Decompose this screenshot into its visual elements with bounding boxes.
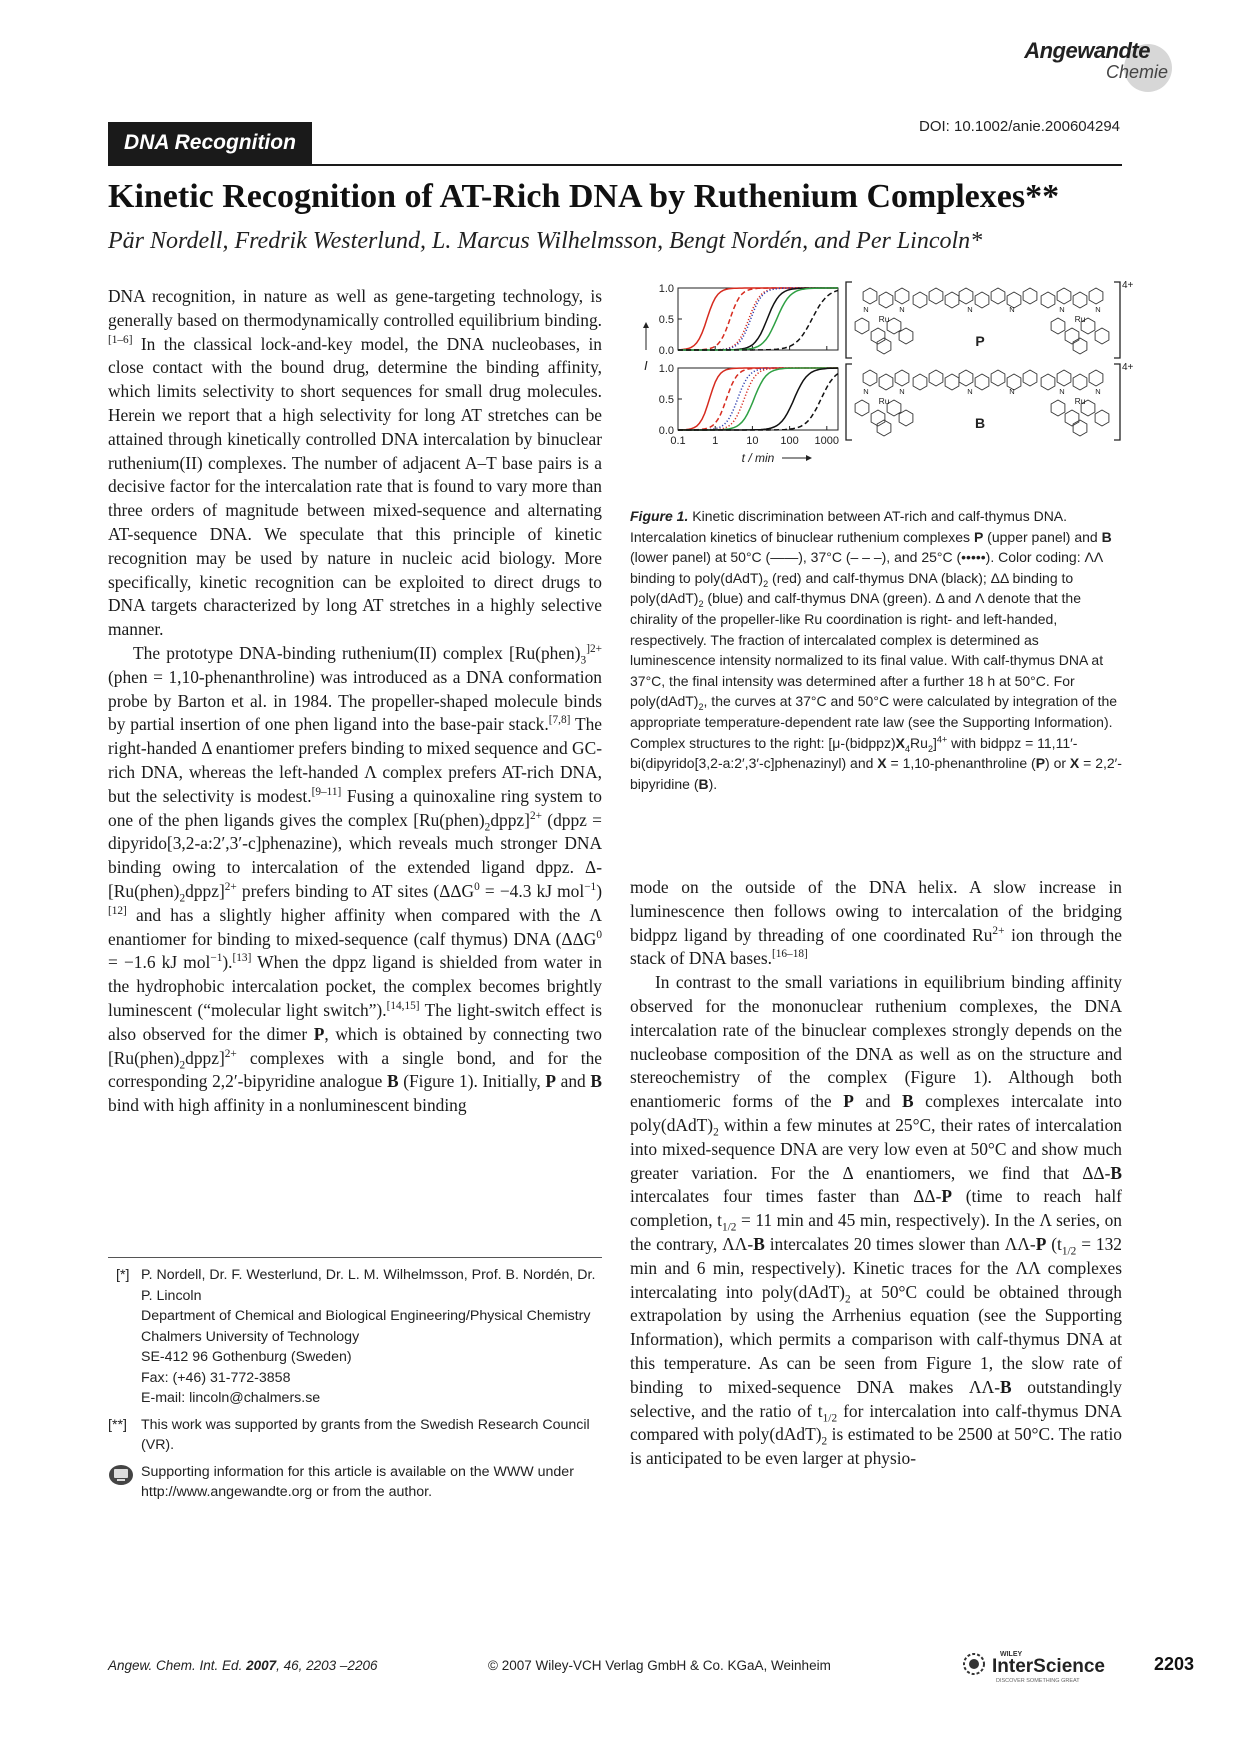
text: dppz]	[185, 880, 225, 901]
ring	[975, 292, 989, 308]
journal-subname: Chemie	[1105, 62, 1168, 82]
superscript: 0	[474, 881, 480, 894]
ring	[1073, 374, 1087, 390]
text: at 50°C could be obtained through extrapolation by using the Arrhenius equation (see the Supporting Information), which permits a comparison with calf-thymus DNA at this temperature. As can be seen from Figure 1, the slow rate of binding to mixed-sequence DNA makes ΛΛ-	[630, 1281, 1122, 1397]
series-line	[678, 288, 838, 350]
author-list: Pär Nordell, Fredrik Westerlund, L. Marcus Wilhelmsson, Bengt Nordén, and Per Lincoln*	[108, 228, 983, 254]
article-title: Kinetic Recognition of AT-Rich DNA by Ruthenium Complexes**	[108, 178, 1060, 215]
footnote-rule	[108, 1257, 602, 1258]
compound-label: B	[1101, 528, 1112, 545]
publisher-swirl-icon	[964, 1654, 984, 1674]
charge-label: 4+	[1122, 280, 1134, 291]
text: = 1,10-phenanthroline (	[886, 755, 1036, 772]
citation-footer	[108, 1658, 377, 1673]
copyright: © 2007 Wiley-VCH Verlag GmbH & Co. KGaA, Weinheim	[488, 1658, 831, 1673]
series-line	[678, 368, 838, 430]
ring	[991, 370, 1005, 386]
series-line	[678, 288, 838, 350]
subscript: 2	[484, 821, 491, 833]
superscript: 2+	[992, 924, 1005, 937]
bracket-left	[846, 364, 852, 440]
x-tick-label: 100	[780, 435, 799, 447]
text: and	[556, 1071, 591, 1092]
ring	[1023, 288, 1037, 304]
compound-label: X	[895, 734, 905, 751]
ru-atom-label: Ru	[878, 396, 890, 406]
series-line	[678, 368, 838, 430]
compound-label: P	[843, 1091, 854, 1112]
text: intercalates 20 times slower than ΛΛ-	[764, 1233, 1036, 1254]
ring	[863, 370, 877, 386]
journal-logo	[1022, 34, 1172, 86]
text: (t	[1046, 1233, 1062, 1254]
ru-atom-label: Ru	[1074, 396, 1086, 406]
citation[interactable]: [7,8]	[548, 714, 571, 727]
y-tick-label: 1.0	[658, 283, 674, 295]
text: ion through the stack of DNA bases.	[630, 924, 1122, 969]
text: (blue) and calf-thymus DNA (green). Δ and Λ denote that the chirality of the propeller-like Ru coordination is right- and left-handed, respectively. The fraction of intercalated complex is determined as luminescence intensity normalized to its final value. With calf-thymus DNA at 37°C, the final intensity was determined after a further 18 h at 50°C. For poly(dAdT)	[630, 590, 1104, 710]
footnotes	[108, 1265, 602, 1509]
text: , which is obtained by connecting two [Ru(phen)	[108, 1023, 602, 1068]
text: = −1.6 kJ mol	[108, 952, 211, 973]
x-tick-label: 1000	[814, 435, 840, 447]
series-line	[678, 368, 838, 430]
compound-label: B	[386, 1071, 399, 1092]
publisher-tagline: DISCOVER SOMETHING GREAT	[996, 1678, 1080, 1684]
subscript: 1/2	[1061, 1245, 1077, 1258]
text: Kinetic discrimination between AT-rich and calf-thymus DNA. Intercalation kinetics of binuclear ruthenium complexes	[630, 508, 1068, 545]
y-tick-label: 0.0	[658, 345, 674, 357]
superscript: −1	[584, 881, 597, 894]
footnote-marker: [**]	[108, 1416, 127, 1433]
paragraph-1	[108, 285, 602, 642]
ring	[929, 288, 943, 304]
text: for intercalation into calf-thymus DNA compared with poly(dAdT)	[630, 1400, 1122, 1445]
compound-label: P	[545, 1071, 557, 1092]
citation-year: 2007	[246, 1658, 277, 1673]
ring	[855, 400, 869, 416]
text: is estimated to be 2500 at 50°C. The ratio is anticipated to be even larger at physio-	[630, 1424, 1122, 1469]
compound-label: B	[590, 1071, 602, 1092]
series-line	[678, 368, 838, 430]
x-tick-label: 0.1	[670, 435, 686, 447]
footnote-funding	[108, 1415, 602, 1456]
ring	[855, 318, 869, 334]
header-rule	[108, 164, 1122, 166]
footnote-line: SE-412 96 Gothenburg (Sweden)	[141, 1349, 352, 1365]
subscript: 2	[179, 892, 186, 905]
subscript: 2	[927, 743, 933, 754]
ring	[913, 292, 927, 308]
text: complexes intercalate into poly(dAdT)	[630, 1091, 1122, 1135]
caption-label: Figure 1.	[630, 508, 689, 524]
text: outstandingly selective, and the ratio of t	[630, 1376, 1122, 1421]
subscript: 2	[844, 1293, 851, 1306]
text: and	[853, 1091, 902, 1112]
text: ) or	[1045, 755, 1070, 772]
text: dppz]	[185, 1047, 225, 1068]
subscript: 2	[821, 1435, 828, 1448]
footnote-email[interactable]: E-mail: lincoln@chalmers.se	[141, 1390, 321, 1406]
footnote-line: This work was supported by grants from the Swedish Research Council (VR).	[141, 1416, 590, 1453]
text: = −4.3 kJ mol	[479, 880, 585, 901]
citation[interactable]: [13]	[232, 952, 252, 965]
series-line	[678, 288, 838, 350]
publisher-small: WILEY	[1000, 1651, 1023, 1658]
publisher-logo	[960, 1646, 1132, 1686]
y-tick-label: 0.5	[658, 394, 674, 406]
figure-1	[640, 280, 1134, 500]
text: The light-switch effect is also observed for the dimer	[108, 999, 602, 1044]
ring	[929, 370, 943, 386]
complex-label: P	[975, 333, 985, 349]
compound-label: P	[313, 1023, 325, 1044]
text: (red) and calf-thymus DNA (black); ΔΔ binding to poly(dAdT)	[630, 569, 1074, 607]
text: with bidppz = 11,11′-bi(dipyrido[3,2-a:2′,3′-c]phenazinyl) and	[630, 734, 1078, 772]
y-tick-label: 0.5	[658, 314, 674, 326]
ring	[945, 374, 959, 390]
ring	[1073, 292, 1087, 308]
n-atom-label: N	[1095, 387, 1101, 396]
series-line	[678, 288, 838, 350]
structure-B	[846, 362, 1134, 440]
y-axis-label: I	[644, 358, 648, 373]
ring	[895, 370, 909, 386]
series-line	[678, 288, 838, 350]
n-atom-label: N	[863, 387, 869, 396]
y-axis-arrowhead	[643, 322, 649, 328]
compound-label: X	[877, 755, 887, 772]
ring	[1041, 374, 1055, 390]
ring	[1023, 370, 1037, 386]
subscript: 2	[698, 702, 704, 713]
paragraph-2	[108, 642, 602, 1118]
bracket-right	[1114, 364, 1120, 440]
footnote-line: Chalmers University of Technology	[141, 1328, 360, 1345]
compound-label: P	[1035, 755, 1046, 772]
footnote-line: Fax: (+46) 31-772-3858	[141, 1369, 291, 1386]
ring	[959, 288, 973, 304]
footnote-line: Department of Chemical and Biological Engineering/Physical Chemistry	[141, 1308, 591, 1324]
subscript: 2	[713, 1126, 719, 1139]
text: ).	[222, 952, 233, 973]
series-line	[678, 368, 838, 430]
text: (phen = 1,10-phenanthroline) was introduced as a DNA conformation probe by Barton et al. in 1984. The propeller-shaped molecule binds by partial insertion of one phen ligand into the base-pair stack.	[108, 666, 602, 735]
text: (time to reach half completion, t	[630, 1186, 1122, 1231]
superscript: 2+	[529, 809, 542, 822]
ring	[991, 288, 1005, 304]
n-atom-label: N	[1009, 387, 1015, 396]
text: intercalates four times faster than ΔΔ-	[630, 1186, 942, 1207]
x-axis-arrowhead	[806, 455, 812, 461]
plot-lower-panel	[659, 363, 839, 447]
ring	[1051, 318, 1065, 334]
compound-label: B	[698, 775, 709, 792]
subscript: 4	[904, 743, 911, 754]
plot-frame	[678, 288, 838, 350]
footnote-marker: [*]	[116, 1267, 130, 1283]
n-atom-label: N	[899, 387, 905, 396]
subscript: 3	[580, 654, 587, 667]
text: = 132 min and 6 min, respectively). Kinetic traces for the ΛΛ complexes intercalating into poly(dAdT)	[630, 1233, 1122, 1302]
compound-label: B	[753, 1233, 765, 1254]
compound-label: B	[1110, 1162, 1122, 1183]
footnote-line: P. Nordell, Dr. F. Westerlund, Dr. L. M. Wilhelmsson, Prof. B. Nordén, Dr. P. Lincoln	[141, 1267, 596, 1304]
citation[interactable]: [14,15]	[386, 1000, 420, 1013]
ring	[1057, 288, 1071, 304]
bracket-right	[1114, 282, 1120, 358]
structure-P	[846, 280, 1134, 358]
ring	[879, 292, 893, 308]
subscript: 1/2	[721, 1221, 737, 1234]
citation[interactable]: [12]	[108, 904, 127, 917]
ru-atom-label: Ru	[1074, 314, 1086, 324]
superscript: −1	[210, 952, 223, 965]
text: )	[596, 880, 603, 901]
ring	[1041, 292, 1055, 308]
ring	[959, 370, 973, 386]
ring	[1051, 400, 1065, 416]
text: = 2,2′-bipyridine (	[630, 755, 1122, 792]
superscript: 2+	[224, 1047, 237, 1060]
text: DNA recognition, in nature as well as gene-targeting technology, is generally based on thermodynamically controlled equilibrium binding.	[108, 286, 602, 330]
text: , 46, 2203 –2206	[276, 1658, 378, 1673]
x-axis-label: t / min	[741, 451, 775, 465]
citation[interactable]: [16–18]	[772, 948, 808, 961]
text: (upper panel) and	[983, 528, 1102, 545]
text: (Figure 1). Initially,	[398, 1071, 546, 1092]
plot-upper-panel	[659, 283, 838, 357]
paragraph-4	[630, 971, 1122, 1471]
ring	[899, 328, 913, 344]
subscript: 1/2	[822, 1412, 838, 1424]
n-atom-label: N	[863, 305, 869, 314]
n-atom-label: N	[967, 387, 973, 396]
charge-label: 4+	[1122, 362, 1134, 373]
ring	[1095, 410, 1109, 426]
text: Ru	[910, 734, 928, 751]
compound-label: P	[973, 528, 984, 545]
text: ]	[933, 734, 937, 751]
footnote-supporting-info	[108, 1462, 602, 1503]
ring	[1065, 410, 1079, 426]
ring	[913, 374, 927, 390]
compound-label: P	[1035, 1233, 1047, 1254]
text: dppz]	[490, 809, 530, 830]
text: prefers binding to AT sites (ΔΔG	[236, 880, 475, 901]
superscript: 4+	[936, 733, 948, 744]
text: (dppz = dipyrido[3,2-a:2′,3′-c]phenazine), which reveals much stronger DNA binding owing to intercalation of the extended ligand dppz. Δ-[Ru(phen)	[108, 809, 602, 901]
x-tick-label: 1	[712, 435, 719, 447]
text: and has a slightly higher affinity when compared with the Λ enantiomer for binding to mixed-sequence (calf thymus) DNA (ΔΔG	[108, 904, 602, 949]
ring	[899, 410, 913, 426]
text: In contrast to the small variations in equilibrium binding affinity observed for the mononuclear ruthenium complexes, the DNA intercalation rate of the binuclear complexes strongly depends on the nucleobase composition of the DNA as well as on the structure and stereochemistry of the complex (Figure 1). Although both enantiomeric forms of the	[630, 972, 1122, 1112]
citation[interactable]: [9–11]	[311, 785, 342, 798]
ring	[1095, 328, 1109, 344]
text: When the dppz ligand is shielded from water in the hydrophobic intercalation pocket, the complex becomes brightly luminescent (“molecular light switch”).	[108, 952, 602, 1020]
section-tag: DNA Recognition	[108, 122, 312, 164]
text: Fusing a quinoxaline ring system to one of the phen ligands gives the complex [Ru(phen)	[108, 785, 602, 830]
ring	[863, 288, 877, 304]
ring	[1073, 420, 1087, 436]
ring	[1089, 288, 1103, 304]
ring	[1073, 338, 1087, 354]
bracket-left	[846, 282, 852, 358]
text: complexes with a single bond, and for the corresponding 2,2′-bipyridine analogue	[108, 1047, 602, 1092]
text: = 11 min and 45 min, respectively). In the Λ series, on the contrary, ΛΛ-	[630, 1210, 1122, 1254]
superscript: 0	[596, 928, 602, 941]
ring	[1065, 328, 1079, 344]
series-line	[678, 374, 838, 430]
compound-label: P	[941, 1186, 952, 1207]
subscript: 2	[763, 578, 769, 589]
citation[interactable]: [1–6]	[108, 333, 133, 346]
footnote-affiliation	[108, 1265, 602, 1409]
page-number: 2203	[1153, 1654, 1194, 1674]
n-atom-label: N	[899, 305, 905, 314]
complex-label: B	[974, 415, 986, 431]
text: In the classical lock-and-key model, the DNA nucleobases, in close contact with the bound drug, determine the binding affinity, which limits selectivity to short sequences for small drug molecules. Herein we report that a high selectivity for long AT stretches can be attained through kinetically controlled DNA intercalation by binuclear ruthenium(II) complexes. The number of adjacent A–T base pairs is a decisive factor for the intercalation rate that is found to vary more than three orders of magnitude between mixed-sequence and alternating AT-sequence DNA. We speculate that this principle of kinetic recognition may be used by nature in nucleic acid biology. More specifically, kinetic recognition can be exploited to direct drugs to DNA targets characterized by long AT stretches in a highly selective manner.	[108, 333, 602, 640]
plot-frame	[678, 368, 838, 430]
publisher-name: InterScience	[992, 1656, 1105, 1677]
text: (lower panel) at 50°C (——), 37°C (– – –), and 25°C (•••••). Color coding: ΛΛ binding to poly(dAdT)	[630, 549, 1103, 586]
text: The right-handed Δ enantiomer prefers binding to mixed sequence and GC-rich DNA, whereas the left-handed Λ complex prefers AT-rich DNA, but the selectivity is modest.	[108, 714, 603, 806]
text: , the curves at 37°C and 50°C were calculated by integration of the appropriate temperature-dependent rate law (see the Supporting Information). Complex structures to the right: [μ-(bidppz)	[630, 693, 1118, 751]
text: The prototype DNA-binding ruthenium(II) complex [Ru(phen)	[133, 642, 581, 663]
superscript: ]2+	[586, 643, 602, 656]
compound-label: X	[1069, 755, 1080, 772]
doi[interactable]: DOI: 10.1002/anie.200604294	[919, 118, 1120, 135]
figure-caption	[630, 506, 1122, 794]
body-column-right	[630, 876, 1122, 1471]
n-atom-label: N	[967, 305, 973, 314]
subscript: 2	[179, 1058, 186, 1071]
ru-atom-label: Ru	[878, 314, 890, 324]
paragraph-3	[630, 876, 1122, 971]
series-line	[678, 368, 838, 430]
journal-name: Angewandte	[1024, 38, 1150, 63]
text: mode on the outside of the DNA helix. A slow increase in luminescence then follows owing to intercalation of the bridging bidppz ligand by threading of one coordinated Ru	[630, 877, 1122, 945]
n-atom-label: N	[1009, 305, 1015, 314]
body-column-left	[108, 285, 602, 1118]
ring	[1057, 370, 1071, 386]
ring	[879, 374, 893, 390]
text: within a few minutes at 25°C, their rates of intercalation into mixed-sequence DNA are very low even at 50°C and show much greater variation. For the Δ enantiomers, we find that ΔΔ-	[630, 1114, 1122, 1183]
n-atom-label: N	[1059, 305, 1065, 314]
y-tick-label: 0.0	[658, 425, 674, 437]
n-atom-label: N	[1059, 387, 1065, 396]
ring	[1089, 370, 1103, 386]
text: bind with high affinity in a nonluminescent binding	[108, 1095, 467, 1116]
ring	[945, 292, 959, 308]
compound-label: B	[901, 1091, 914, 1112]
compound-label: B	[1000, 1376, 1012, 1397]
text: Angew. Chem. Int. Ed.	[108, 1658, 247, 1673]
computer-icon	[108, 1464, 134, 1486]
text: ).	[708, 775, 718, 792]
n-atom-label: N	[1095, 305, 1101, 314]
ring	[895, 288, 909, 304]
x-tick-label: 10	[746, 435, 759, 447]
subscript: 2	[698, 599, 704, 610]
series-line	[678, 288, 838, 350]
y-tick-label: 1.0	[658, 363, 674, 375]
ring	[975, 374, 989, 390]
superscript: 2+	[224, 881, 237, 894]
footnote-line: Supporting information for this article is available on the WWW under http://www.angewandte.org or from the author.	[141, 1463, 574, 1500]
